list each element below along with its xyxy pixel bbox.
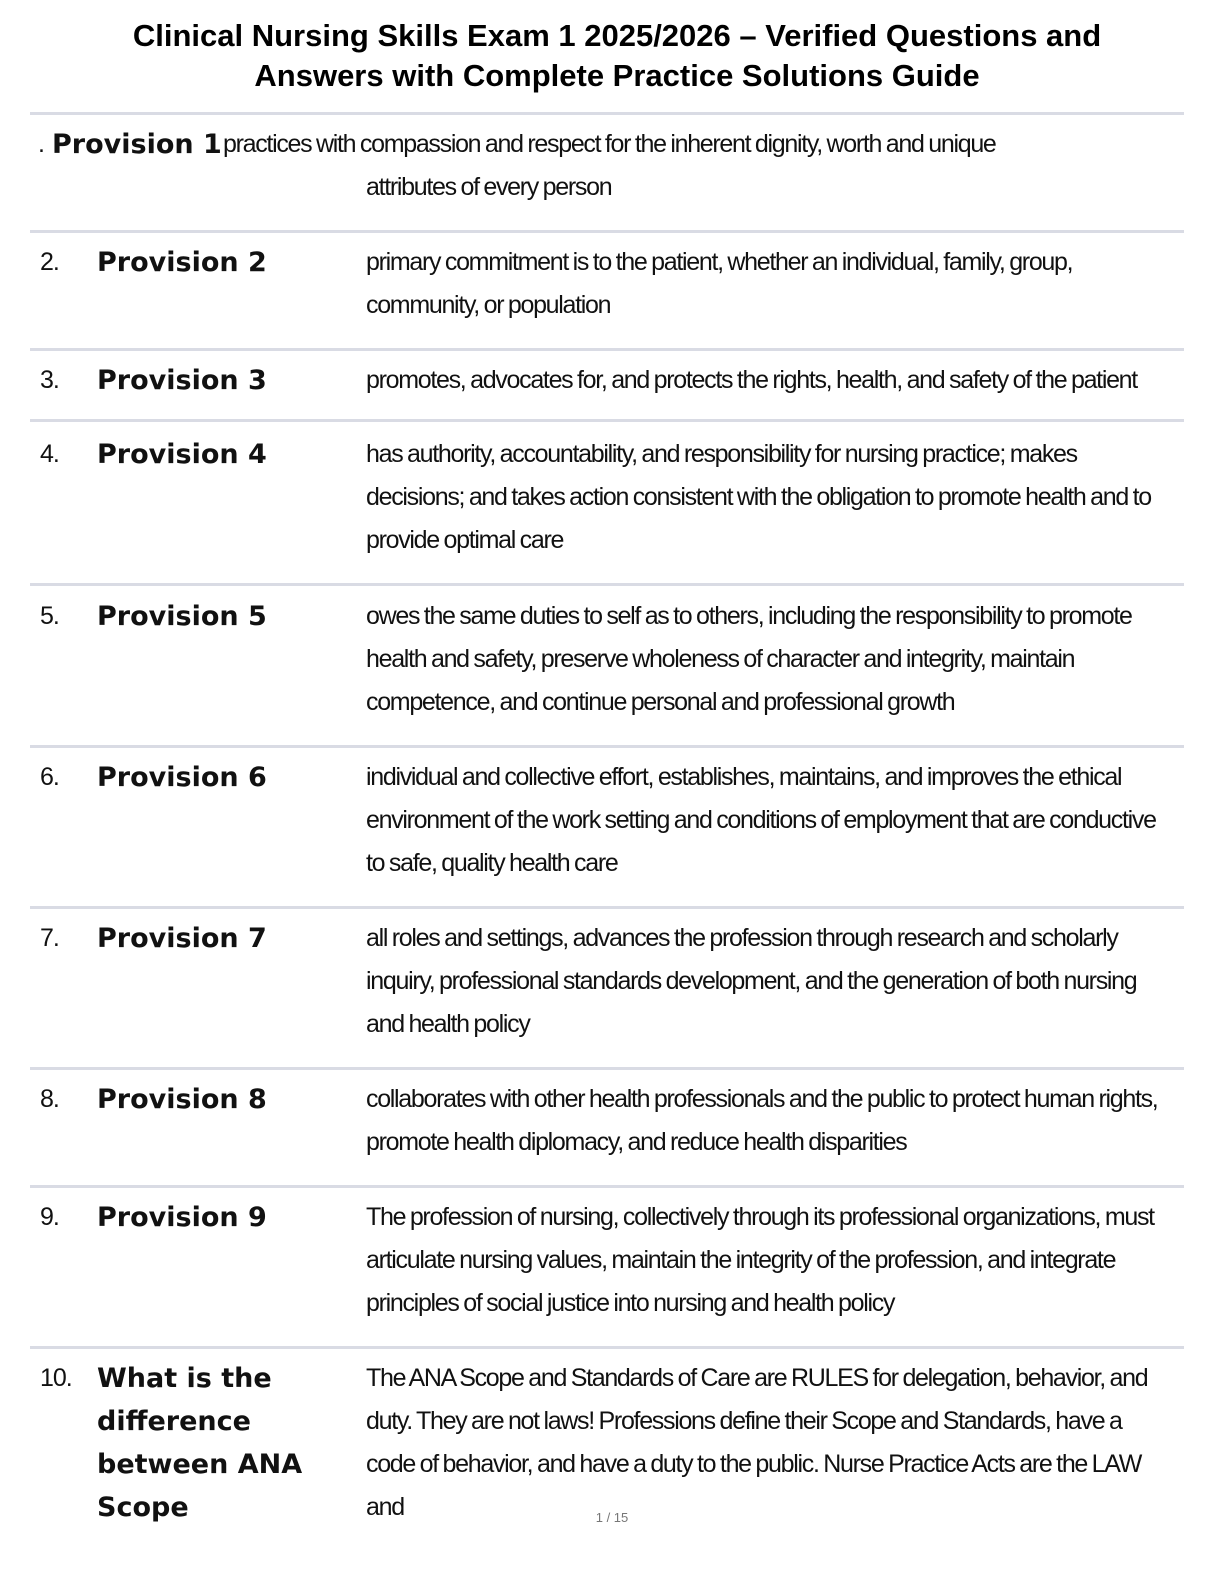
- divider: [30, 419, 1184, 422]
- row-definition: has authority, accountability, and responsibility for nursing practice; makes decisions; and takes action consistent with the obligation to promote health and to provide optimal care: [366, 440, 1151, 554]
- row-term: What is the difference between ANA Scope: [97, 1363, 303, 1523]
- row-definition: promotes, advocates for, and protects the rights, health, and safety of the patient: [366, 366, 1137, 394]
- row-number: 8.: [40, 1085, 59, 1113]
- row-term: Provision 5: [97, 601, 267, 632]
- row-definition: individual and collective effort, establishes, maintains, and improves the ethical environment of the work setting and conditions of employment that are conductive to safe, quality health care: [366, 763, 1156, 877]
- row-number: .: [38, 130, 44, 158]
- divider: [30, 1346, 1184, 1349]
- row-definition: owes the same duties to self as to others, including the responsibility to promote health and safety, preserve wholeness of character and integrity, maintain competence, and continue personal and professional growth: [366, 602, 1132, 716]
- row-number: 2.: [40, 248, 59, 276]
- row-number: 5.: [40, 602, 59, 630]
- divider: [30, 112, 1184, 115]
- row-definition: primary commitment is to the patient, whether an individual, family, group, community, or population: [366, 248, 1073, 319]
- row-definition: The profession of nursing, collectively through its professional organizations, must articulate nursing values, maintain the integrity of the profession, and integrate principles of social justice into nursing and health policy: [366, 1203, 1154, 1317]
- row-definition: collaborates with other health professionals and the public to protect human rights, promote health diplomacy, and reduce health disparities: [366, 1085, 1158, 1156]
- row-definition: practices with compassion and respect for the inherent dignity, worth and unique attributes of every person: [223, 130, 996, 201]
- title-line-1: Clinical Nursing Skills Exam 1 2025/2026 – Verified Questions and: [132, 18, 1102, 53]
- divider: [30, 1185, 1184, 1188]
- page-indicator: 1 / 15: [595, 1510, 629, 1525]
- row-term: Provision 3: [97, 365, 267, 396]
- row-term: Provision 4: [97, 439, 267, 470]
- title-line-2: Answers with Complete Practice Solutions Guide: [254, 58, 980, 93]
- divider: [30, 745, 1184, 748]
- row-number: 10.: [40, 1364, 72, 1392]
- row-term: Provision 9: [97, 1202, 267, 1233]
- row-term: Provision 2: [97, 247, 267, 278]
- row-term: Provision 7: [97, 923, 267, 954]
- row-term: Provision 6: [97, 762, 267, 793]
- row-number: 6.: [40, 763, 59, 791]
- row-number: 3.: [40, 366, 59, 394]
- divider: [30, 348, 1184, 351]
- row-definition: The ANA Scope and Standards of Care are RULES for delegation, behavior, and duty. They are not laws! Professions define their Scope and Standards, have a code of behavior, and have a duty to the public. Nurse Practice Acts are the LAW and: [366, 1364, 1148, 1521]
- divider: [30, 906, 1184, 909]
- document-title: [40, 16, 1194, 96]
- row-definition: all roles and settings, advances the profession through research and scholarly inquiry, professional standards development, and the generation of both nursing and health policy: [366, 924, 1137, 1038]
- divider: [30, 230, 1184, 233]
- divider: [30, 1067, 1184, 1070]
- row-term: Provision 1: [52, 129, 222, 160]
- row-number: 9.: [40, 1203, 59, 1231]
- divider: [30, 583, 1184, 586]
- row-number: 4.: [40, 440, 59, 468]
- row-term: Provision 8: [97, 1084, 267, 1115]
- row-number: 7.: [40, 924, 59, 952]
